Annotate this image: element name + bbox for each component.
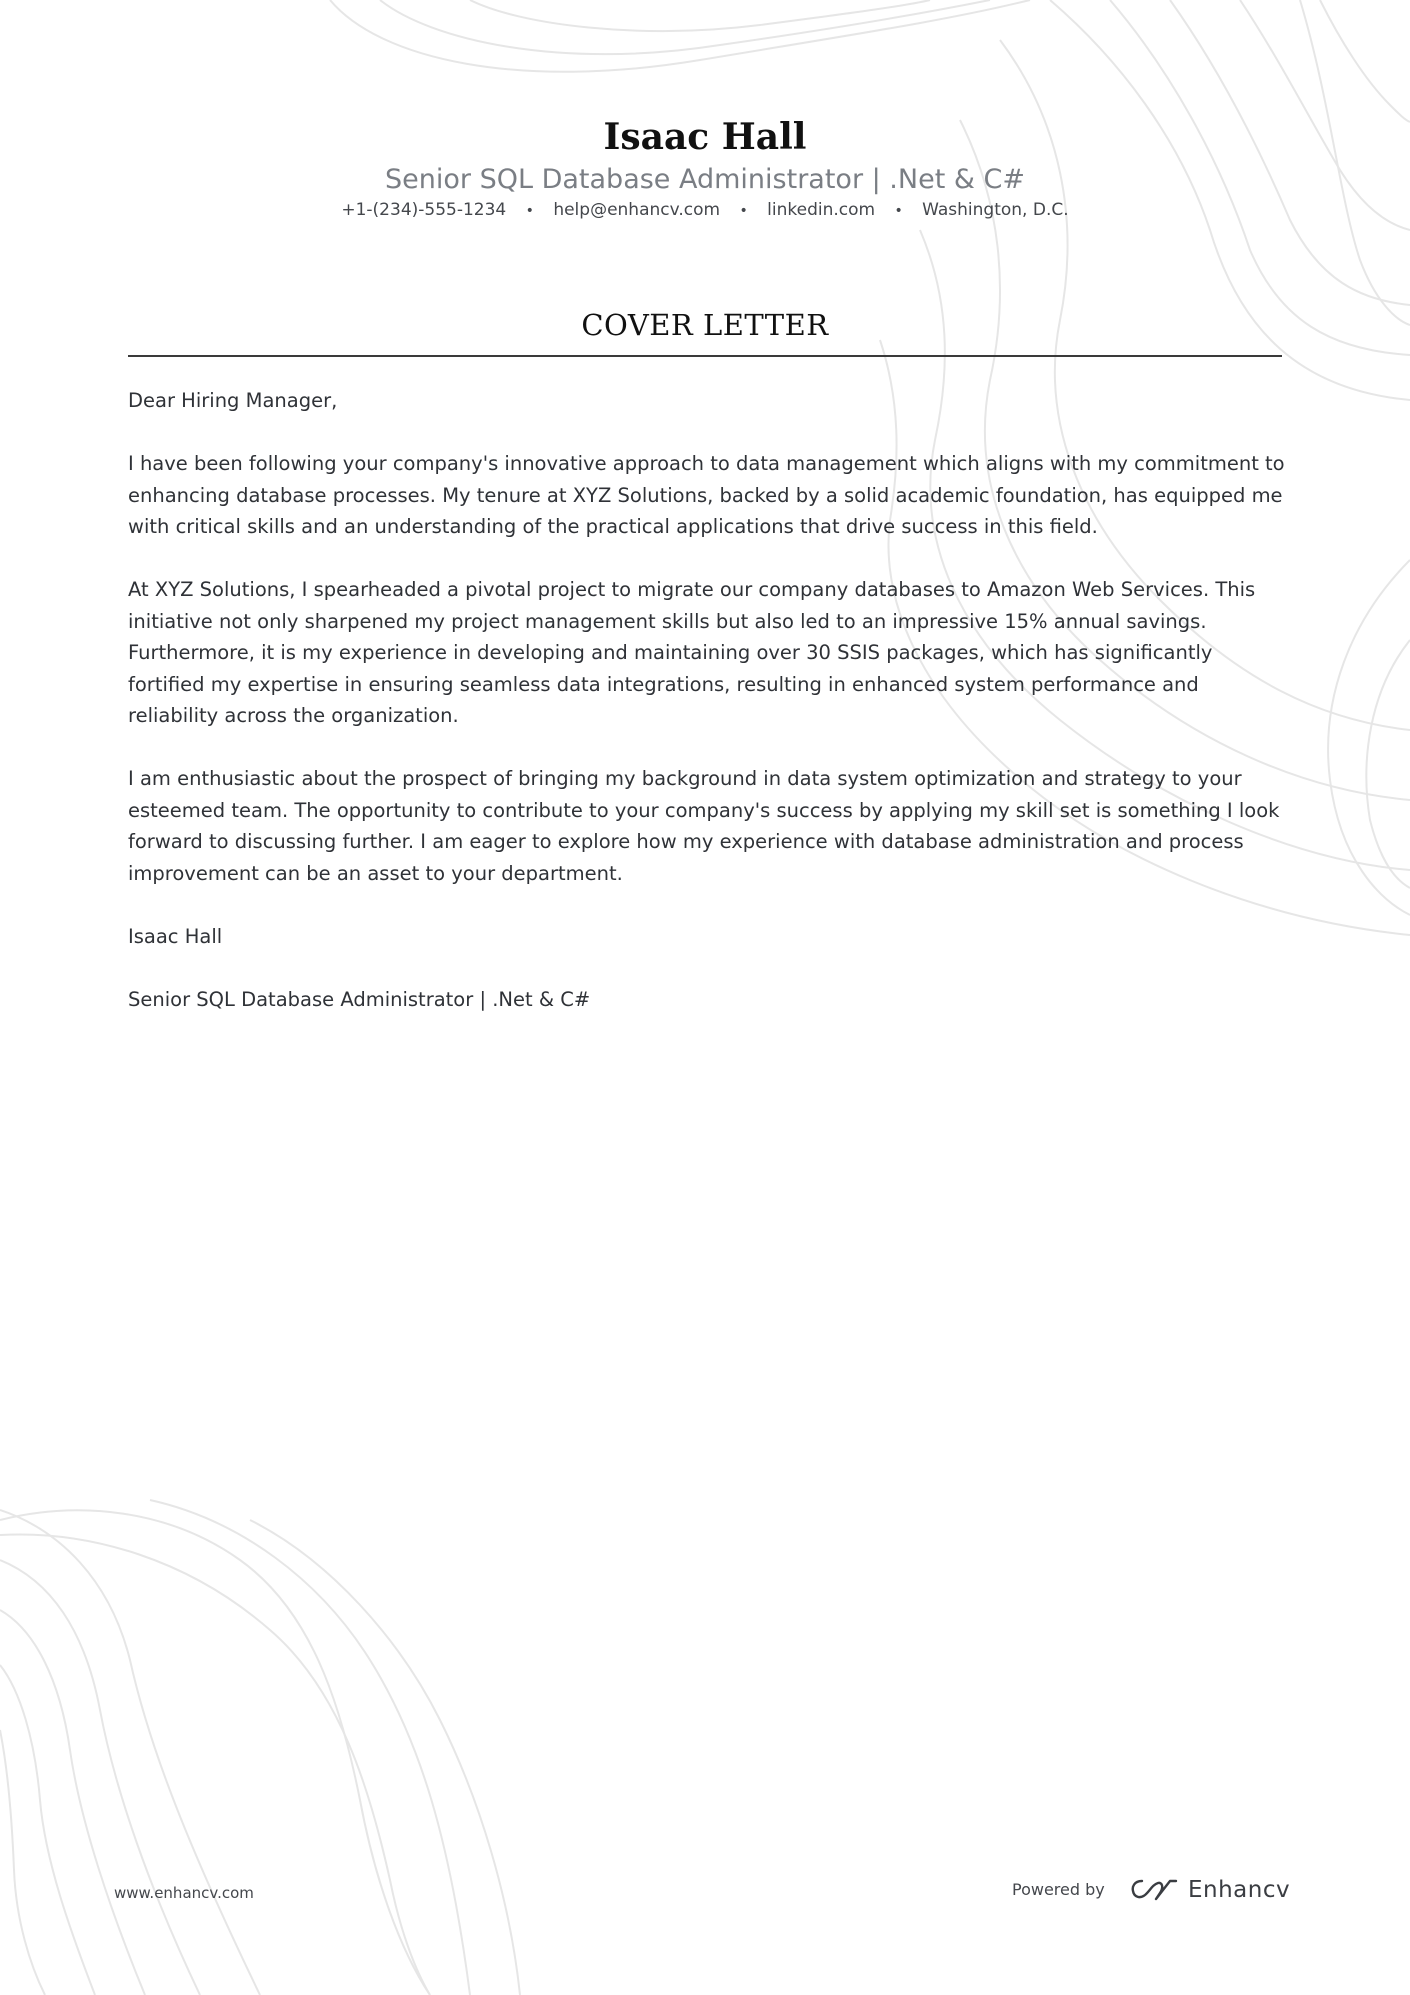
contact-separator: • — [525, 203, 534, 219]
letter-greeting: Dear Hiring Manager, — [128, 389, 338, 412]
contact-linkedin[interactable]: linkedin.com — [767, 200, 876, 220]
contact-email[interactable]: help@enhancv.com — [553, 200, 721, 220]
contact-phone: +1-(234)-555-1234 — [341, 200, 507, 220]
applicant-title: Senior SQL Database Administrator | .Net & C# — [385, 164, 1025, 195]
footer-url[interactable]: www.enhancv.com — [114, 1884, 254, 1902]
signature-title: Senior SQL Database Administrator | .Net & C# — [128, 987, 591, 1011]
contact-separator: • — [739, 203, 748, 219]
contact-separator: • — [894, 203, 903, 219]
powered-by-label: Powered by — [1012, 1880, 1105, 1899]
letter-paragraph: I have been following your company's innovative approach to data management which aligns with my commitment to enhancing database processes. My tenure at XYZ Solutions, backed by a solid academic foundation, has equipped me with critical skills and an understanding of the practical applications that drive success in this field. — [128, 452, 1285, 538]
resume-header — [0, 112, 1410, 223]
applicant-name: Isaac Hall — [603, 116, 807, 158]
brand-name: Enhancv — [1188, 1877, 1291, 1903]
contact-location: Washington, D.C. — [922, 200, 1069, 220]
contact-line — [0, 198, 1410, 223]
section-divider — [128, 355, 1282, 357]
signature-name: Isaac Hall — [128, 924, 223, 948]
enhancv-logo-icon — [1130, 1877, 1178, 1903]
letter-paragraph: I am enthusiastic about the prospect of bringing my background in data system optimization and strategy to your esteemed team. The opportunity to contribute to your company's success by applying my skill set is something I look forward to discussing further. I am eager to explore how my experience with database administration and process improvement can be an asset to your department. — [128, 767, 1280, 885]
section-heading: COVER LETTER — [581, 308, 829, 342]
letter-body — [128, 385, 1286, 1047]
letter-paragraph: At XYZ Solutions, I spearheaded a pivotal project to migrate our company databases to Amazon Web Services. This initiative not only sharpened my project management skills but also led to an impressive 15% annual savings. Furthermore, it is my experience in developing and maintaining over 30 SSIS packages, which has significantly fortified my expertise in ensuring seamless data integrations, resulting in enhanced system performance and reliability across the organization. — [128, 578, 1256, 727]
brand-logo[interactable] — [1130, 1874, 1290, 1906]
